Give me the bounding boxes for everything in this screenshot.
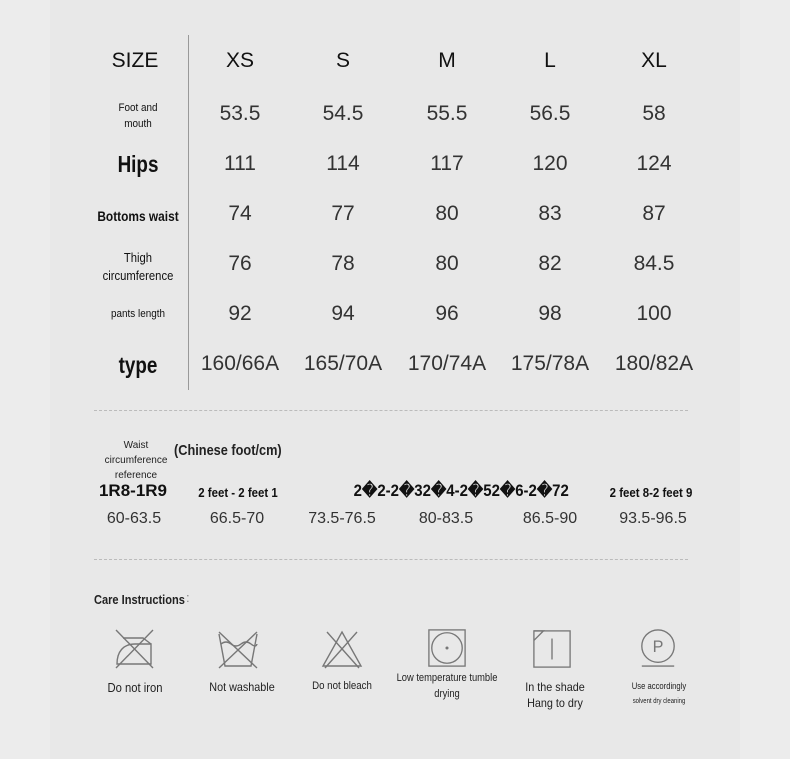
care-label-line: Hang to dry (527, 696, 583, 710)
waist-feet-range: 2 feet 8-2 feet 9 (609, 485, 693, 500)
waist-cm-range: 60-63.5 (106, 510, 162, 527)
care-label-shade-dry (501, 679, 609, 711)
table-cell: 160/66A (200, 352, 280, 375)
waist-cm-range: 93.5-96.5 (619, 510, 687, 527)
table-cell: 56.5 (529, 102, 571, 125)
size-header-xs: XS (225, 49, 254, 72)
waist-cm-range: 66.5-70 (209, 510, 265, 527)
table-cell: 94 (331, 302, 355, 325)
table-cell: 82 (538, 252, 562, 275)
care-label-line: solvent dry cleaning (632, 698, 686, 705)
dry-clean-p-icon (638, 627, 678, 669)
care-label-line: drying (434, 688, 460, 700)
waist-cm-range: 86.5-90 (522, 510, 578, 527)
section-divider (94, 559, 688, 560)
no-bleach-icon (321, 628, 363, 670)
waist-feet-range: 2 feet - 2 feet 1 (198, 485, 278, 500)
waist-label-line: Waist circumference (104, 440, 168, 466)
table-cell: 114 (326, 152, 360, 175)
care-label-line: Use accordingly (631, 681, 687, 691)
table-cell: 87 (642, 202, 666, 225)
table-cell: 84.5 (633, 252, 675, 275)
size-header-s: S (335, 49, 350, 72)
care-label-no-bleach: Do not bleach (312, 680, 372, 692)
waist-reference-label (93, 438, 179, 483)
row-label-line: mouth (124, 118, 152, 130)
table-cell: 111 (224, 152, 256, 175)
size-header-label: SIZE (111, 49, 159, 72)
care-label-line: In the shade (525, 680, 585, 694)
table-cell: 78 (331, 252, 355, 275)
row-label-pants-length: pants length (111, 308, 165, 320)
care-label-line: Low temperature tumble (396, 672, 498, 684)
table-cell: 74 (228, 202, 252, 225)
care-label-tumble-dry (396, 670, 498, 702)
waist-feet-range: 2�2-2�32�4-2�52�6-2�72 (353, 481, 569, 500)
section-divider (94, 410, 688, 411)
table-cell: 54.5 (322, 102, 364, 125)
table-divider (188, 35, 189, 390)
row-label-hips: Hips (117, 151, 159, 177)
table-cell: 120 (532, 152, 568, 175)
size-header-l: L (544, 49, 556, 72)
waist-cm-range: 80-83.5 (418, 510, 474, 527)
size-header-m: M (438, 49, 456, 72)
tumble-dry-low-icon (427, 628, 467, 668)
table-cell: 83 (538, 202, 562, 225)
table-cell: 80 (435, 252, 459, 275)
waist-feet-range: 1R8-1R9 (98, 481, 168, 500)
table-cell: 100 (636, 302, 672, 325)
table-cell: 53.5 (219, 102, 261, 125)
table-cell: 92 (228, 302, 252, 325)
table-cell: 55.5 (426, 102, 468, 125)
svg-text:P: P (652, 637, 664, 656)
table-cell: 98 (538, 302, 562, 325)
table-cell: 165/70A (303, 352, 383, 375)
table-cell: 117 (430, 152, 464, 175)
row-label-thigh (95, 249, 181, 285)
table-cell: 80 (435, 202, 459, 225)
table-cell: 175/78A (510, 352, 590, 375)
row-label-line: Foot and (118, 102, 158, 114)
size-header-xl: XL (641, 49, 667, 72)
table-cell: 58 (642, 102, 666, 125)
waist-cm-range: 73.5-76.5 (308, 510, 376, 527)
table-cell: 170/74A (407, 352, 487, 375)
table-cell: 180/82A (614, 352, 694, 375)
care-title-colon: : (186, 590, 190, 605)
table-cell: 76 (228, 252, 252, 275)
table-cell: 77 (331, 202, 355, 225)
line-dry-shade-icon (532, 629, 572, 669)
no-wash-icon (217, 628, 259, 670)
waist-unit-label: (Chinese foot/cm) (174, 442, 282, 459)
care-label-dry-clean (608, 678, 710, 710)
row-label-line: Thigh (123, 251, 153, 265)
table-cell: 96 (435, 302, 459, 325)
row-label-bottoms-waist: Bottoms waist (97, 208, 179, 224)
row-label-line: circumference (102, 269, 174, 283)
waist-label-line: reference (114, 470, 158, 481)
row-label-type: type (118, 352, 158, 378)
no-iron-icon (113, 628, 155, 670)
care-title: Care Instructions (94, 592, 185, 607)
table-cell: 124 (636, 152, 672, 175)
care-label-no-wash: Not washable (209, 680, 275, 694)
care-label-no-iron: Do not iron (107, 681, 163, 695)
row-label-foot-mouth (95, 100, 181, 132)
